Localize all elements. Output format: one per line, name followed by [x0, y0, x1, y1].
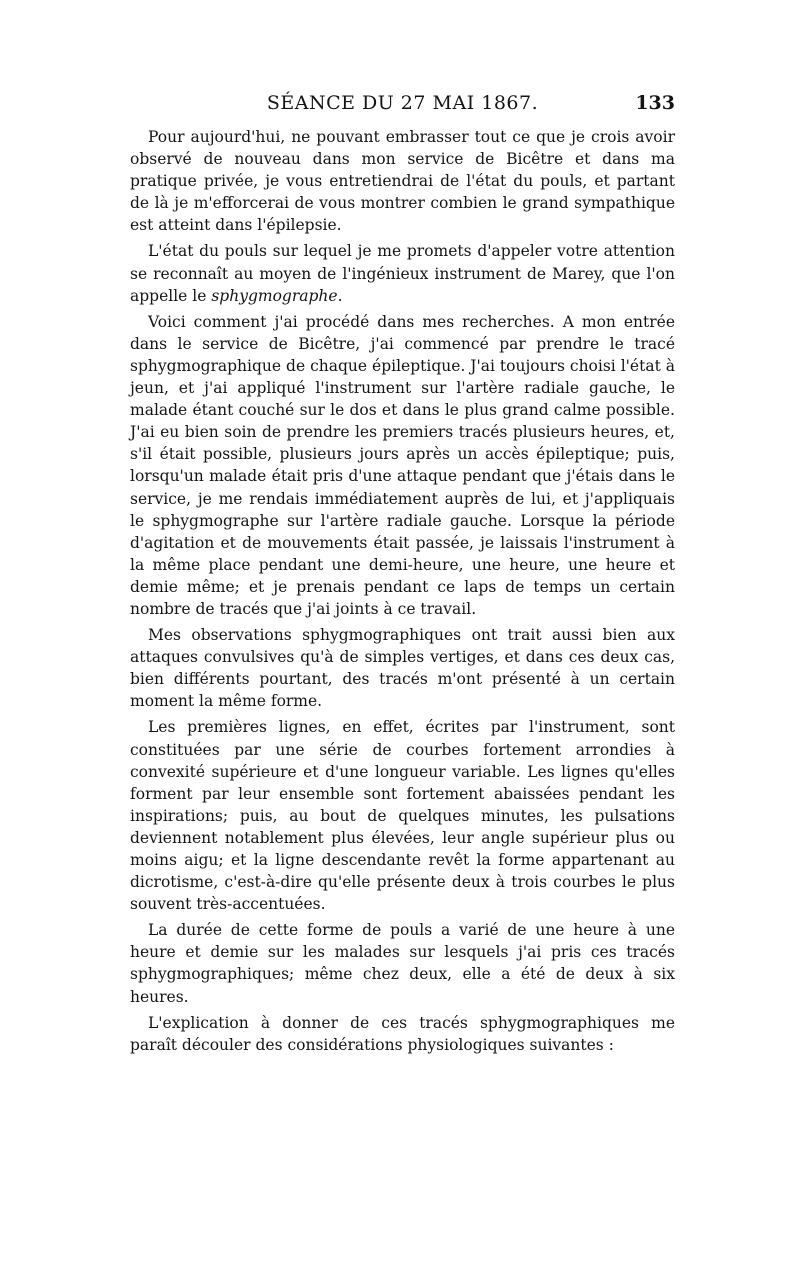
paragraph-2 [130, 240, 675, 306]
running-title: SÉANCE DU 27 MAI 1867. [266, 92, 539, 114]
body-text [130, 126, 675, 1060]
paragraph-5: Les premières lignes, en effet, écrites par l'instrument, sont constituées par une série de courbes fortement arrondies à convexité supérieure et d'une longueur variable. Les lignes qu'elles forment par leur ensemble sont fortement abaissées pendant les inspirations; puis, au bout de quelques minutes, les pulsations deviennent notablement plus élevées, leur angle supérieur plus ou moins aigu; et la ligne descendante revêt la forme appartenant au dicrotisme, c'est-à-dire qu'elle présente deux à trois courbes le plus souvent très-accentuées. [130, 718, 675, 914]
paragraph-2-end: . [337, 286, 343, 305]
paragraph-1: Pour aujourd'hui, ne pouvant embrasser tout ce que je crois avoir observé de nouveau dans mon service de Bicêtre et dans ma pratique privée, je vous entretiendrai de l'état du pouls, et partant de là je m'efforcerai de vous montrer combien le grand sympathique est atteint dans l'épilepsie. [130, 128, 675, 235]
paragraph-7: L'explication à donner de ces tracés sphygmographiques me paraît découler des considérations physiologiques suivantes : [130, 1013, 675, 1054]
paragraph-3: Voici comment j'ai procédé dans mes recherches. A mon entrée dans le service de Bicêtre, j'ai commencé par prendre le tracé sphygmographique de chaque épileptique. J'ai toujours choisi l'état à jeun, et j'ai appliqué l'instrument sur l'artère radiale gauche, le malade étant couché sur le dos et dans le plus grand calme possible. J'ai eu bien soin de prendre les premiers tracés plusieurs heures, et, s'il était possible, plusieurs jours après un accès épileptique; puis, lorsqu'un malade était pris d'une attaque pendant que j'étais dans le service, je me rendais immédiatement auprès de lui, et j'appliquais le sphygmographe sur l'artère radiale gauche. Lorsque la période d'agitation et de mouvements était passée, je laissais l'instrument à la même place pendant une demi-heure, une heure, une heure et demie même; et je prenais pendant ce laps de temps un certain nombre de tracés que j'ai joints à ce travail. [130, 312, 675, 618]
paragraph-6: La durée de cette forme de pouls a varié de une heure à une heure et demie sur les malades sur lesquels j'ai pris ces tracés sphygmographiques; même chez deux, elle a été de deux à six heures. [130, 921, 675, 1006]
paragraph-2-text: L'état du pouls sur lequel je me promets d'appeler votre attention se reconnaît au moyen de l'ingénieux instrument de Marey, que l'on appelle le [130, 242, 675, 305]
paragraph-4: Mes observations sphygmographiques ont trait aussi bien aux attaques convulsives qu'à de simples vertiges, et dans ces deux cas, bien différents pourtant, des tracés m'ont présenté à un certain moment la même forme. [130, 626, 675, 711]
running-head [130, 92, 675, 122]
page-number: 133 [635, 92, 675, 114]
italic-term-sphygmographe: sphygmographe [211, 286, 338, 305]
